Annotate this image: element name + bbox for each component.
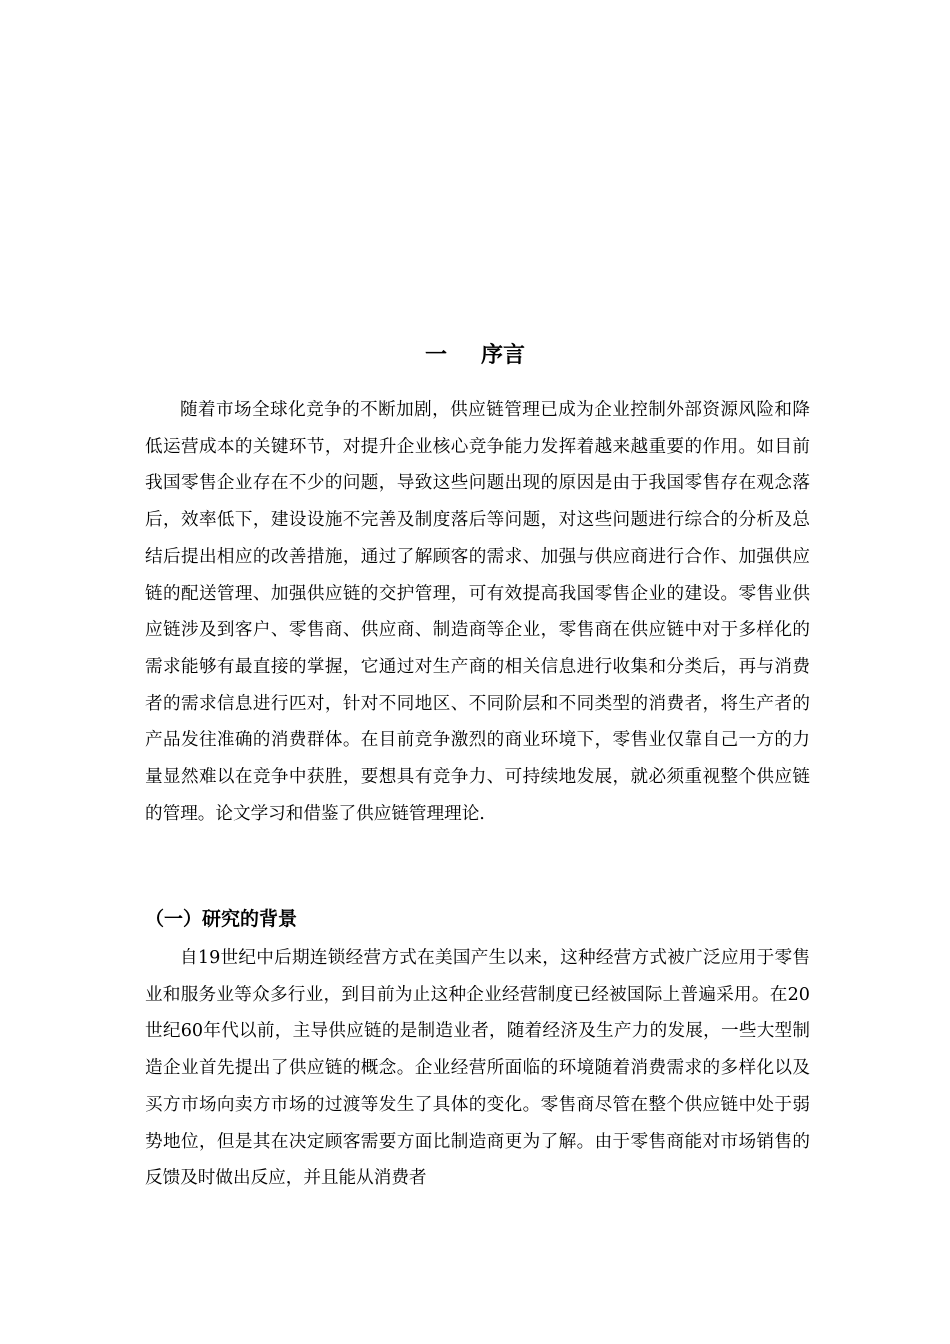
section-paragraph: 自19世纪中后期连锁经营方式在美国产生以来，这种经营方式被广泛应用于零售业和服务业等众多行业，到目前为止这种企业经营制度已经被国际上普遍采用。在20世纪60年代以前，主导供应链的是制造业者，随着经济及生产力的发展，一些大型制造企业首先提出了供应链的概念。企业经营所面临的环境随着消费需求的多样化以及买方市场向卖方市场的过渡等发生了具体的变化。零售商尽管在整个供应链中处于弱势地位，但是其在决定顾客需要方面比制造商更为了解。由于零售商能对市场销售的反馈及时做出反应，并且能从消费者 <box>145 948 810 1189</box>
chapter-title: 序言 <box>481 343 526 368</box>
chapter-number: 一 <box>424 343 447 368</box>
intro-paragraph: 随着市场全球化竞争的不断加剧，供应链管理已成为企业控制外部资源风险和降低运营成本的关键环节，对提升企业核心竞争能力发挥着越来越重要的作用。如目前我国零售企业存在不少的问题，导致这些问题出现的原因是由于我国零售存在观念落后，效率低下，建设设施不完善及制度落后等问题，对这些问题进行综合的分析及总结后提出相应的改善措施，通过了解顾客的需求、加强与供应商进行合作、加强供应链的配送管理、加强供应链的交护管理，可有效提高我国零售企业的建设。零售业供应链涉及到客户、零售商、供应商、制造商等企业，零售商在供应链中对于多样化的需求能够有最直接的掌握，它通过对生产商的相关信息进行收集和分类后，再与消费者的需求信息进行匹对，针对不同地区、不同阶层和不同类型的消费者，将生产者的产品发往准确的消费群体。在目前竞争激烈的商业环境下，零售业仅靠自己一方的力量显然难以在竞争中获胜，要想具有竞争力、可持续地发展，就必须重视整个供应链的管理。论文学习和借鉴了供应链管理理论. <box>145 400 810 824</box>
chapter-heading <box>0 340 950 372</box>
section-heading: （一）研究的背景 <box>145 908 298 930</box>
